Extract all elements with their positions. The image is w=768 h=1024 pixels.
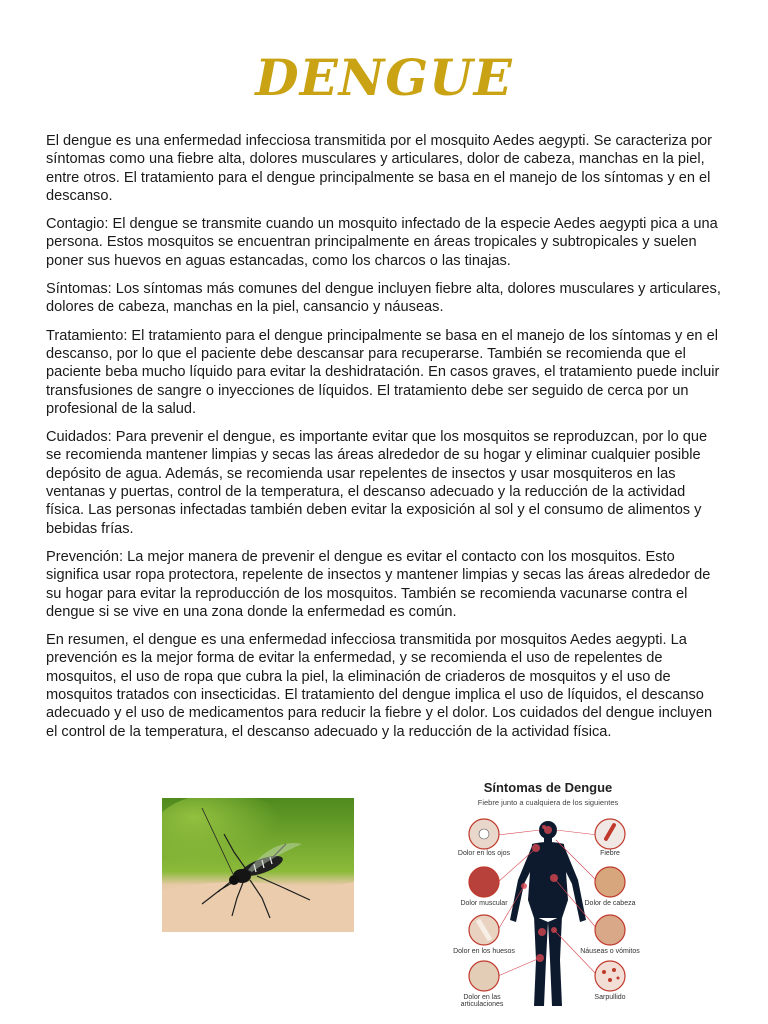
rash-icon: [595, 961, 625, 991]
page-title: DENGUE: [255, 48, 513, 107]
symptom-label: Dolor en los huesos: [453, 948, 515, 955]
symptom-label: Sarpullido: [594, 994, 626, 1001]
stomach-icon: [595, 915, 625, 945]
paragraph-intro: El dengue es una enfermedad infecciosa transmitida por el mosquito Aedes aegypti. Se caracteriza por síntomas como una fiebre alta, dolores musculares y articulares, dolor de cabeza, manchas en la piel, entre otros. El tratamiento para el dengue principalmente se basa en el manejo de los síntomas y en el descanso.: [46, 133, 713, 204]
symptom-label: Fiebre: [600, 850, 620, 857]
paragraph-tratamiento: Tratamiento: El tratamiento para el dengue principalmente se basa en el manejo de los síntomas y en el descanso, por lo que el paciente debe descansar para recuperarse. También se recomienda que el paciente beba mucho líquido para evitar la deshidratación. En casos graves, el tratamiento puede incluir transfusiones de sangre o inyecciones de líquidos. El tratamiento debe ser seguido de cerca por un profesional de la salud.: [46, 327, 720, 417]
muscle-icon: [469, 867, 499, 897]
symptom-label: Dolor de cabeza: [584, 900, 636, 907]
paragraph-prevencion: Prevención: La mejor manera de prevenir el dengue es evitar el contacto con los mosquitos. Esto significa usar ropa protectora, repelente de insectos y mantener limpias y secas las áreas alrededor de su hogar para evitar la reproducción de los mosquitos. También se recomienda vacunarse contra el dengue si se vive en una zona donde la enfermedad es común.: [46, 548, 711, 620]
head-icon: [595, 867, 625, 897]
article-body: [46, 132, 726, 751]
symptom-label: Náuseas o vómitos: [580, 948, 640, 955]
paragraph-contagio: Contagio: El dengue se transmite cuando un mosquito infectado de la especie Aedes aegypti pica a una persona. Estos mosquitos se encuentran principalmente en áreas tropicales y subtropicales y suelen poner sus huevos en aguas estancadas, como los charcos o las tinajas.: [46, 216, 718, 269]
paragraph-resumen: En resumen, el dengue es una enfermedad infecciosa transmitida por mosquitos Aedes aegypti. La prevención es la mejor forma de evitar la enfermedad, y se recomienda el uso de repelentes de mosquitos, el uso de ropa que cubra la piel, la eliminación de criaderos de mosquitos y el uso de mosquitos tratados con insecticidas. El tratamiento del dengue implica el uso de líquidos, el descanso adecuado y el uso de medicamentos para reducir la fiebre y el dolor. Los cuidados del dengue incluyen el control de la temperatura, el descanso adecuado y la reducción de la actividad física.: [46, 632, 713, 740]
infographic-title: Síntomas de Dengue: [483, 780, 613, 795]
mosquito-photo: [162, 798, 354, 932]
paragraph-cuidados: Cuidados: Para prevenir el dengue, es importante evitar que los mosquitos se reproduzcan, por lo que se recomienda mantener limpias y secas las áreas alrededor de su hogar y eliminar cualquier posible depósito de agua. Además, se recomienda usar repelentes de insectos y usar mosquiteros en las ventanas y puertas, control de la temperatura, el descanso adecuado y la reducción de la actividad física. Las personas infectadas también deben evitar la exposición al sol y el consumo de alimentos y bebidas frías.: [46, 429, 708, 537]
symptoms-infographic: [444, 780, 652, 1020]
infographic-subtitle: Fiebre junto a cualquiera de los siguientes: [477, 798, 619, 807]
joint-icon: [469, 961, 499, 991]
symptom-label: Dolor en las articulaciones: [460, 994, 504, 1008]
symptom-label: Dolor en los ojos: [457, 850, 511, 857]
mosquito-illustration: [162, 798, 354, 932]
symptom-label: Dolor muscular: [460, 900, 508, 907]
paragraph-sintomas: Síntomas: Los síntomas más comunes del dengue incluyen fiebre alta, dolores musculares y articulares, dolores de cabeza, manchas en la piel, cansancio y náuseas.: [46, 281, 721, 316]
